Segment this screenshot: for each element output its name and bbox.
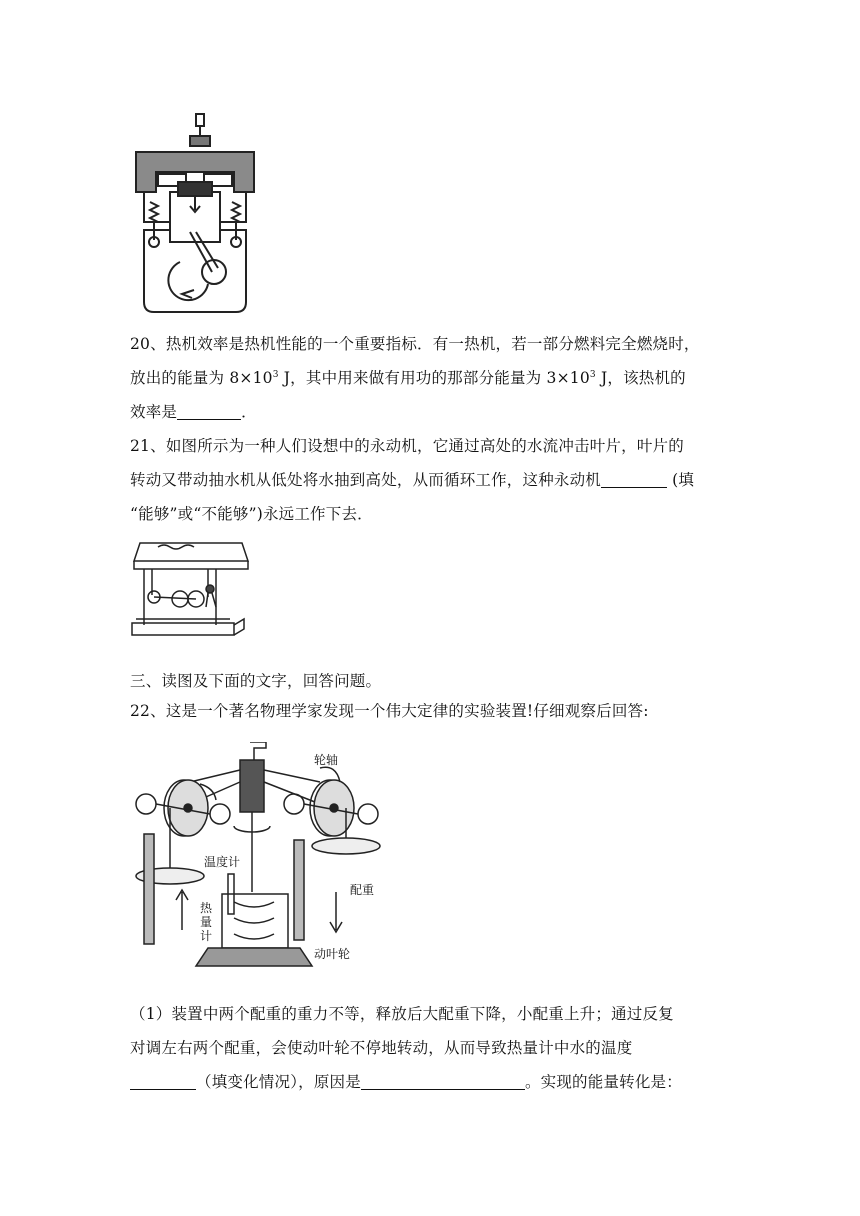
q20-line1: 20、热机效率是热机性能的一个重要指标．有一热机，若一部分燃料完全燃烧时， (130, 335, 700, 353)
q22-intro: 22、这是一个著名物理学家发现一个伟大定律的实验装置!仔细观察后回答: (130, 702, 649, 720)
q20-line2-b: J，其中用来做有用功的那部分能量为 3×10 (278, 369, 590, 387)
label-impeller: 动叶轮 (314, 947, 351, 961)
label-counterweight: 配重 (350, 883, 375, 897)
q20-line3-b: ． (241, 403, 257, 421)
section-3-heading: 三、读图及下面的文字，回答问题。 (130, 672, 382, 690)
joule-apparatus-figure (130, 742, 390, 982)
q20-answer-blank[interactable] (177, 403, 241, 420)
perpetual-motion-machine-figure (130, 535, 250, 645)
q21-answer-blank[interactable] (601, 471, 667, 488)
q21-line2 (130, 463, 732, 497)
q20-line3 (130, 395, 732, 429)
q20-exponent-1: 3 (272, 370, 279, 380)
q22-reason-blank[interactable] (361, 1073, 525, 1090)
q22-temperature-blank[interactable] (130, 1073, 196, 1090)
q22-sub1-line1: （1）装置中两个配重的重力不等，释放后大配重下降，小配重上升；通过反复 (130, 1005, 674, 1023)
q20-line2-a: 放出的能量为 8×10 (130, 369, 273, 387)
label-axle: 轮轴 (314, 753, 339, 767)
q21-line1: 21、如图所示为一种人们设想中的永动机，它通过高处的水流冲击叶片，叶片的 (130, 437, 684, 455)
q20-exponent-2: 3 (589, 370, 596, 380)
q20-line2 (130, 361, 732, 395)
engine-cylinder-figure (130, 112, 260, 318)
q21-line2-b: (填 (667, 471, 695, 489)
label-calorimeter-3: 计 (200, 929, 213, 943)
label-thermometer: 温度计 (204, 855, 241, 869)
q21-line2-a: 转动又带动抽水机从低处将水抽到高处，从而循环工作，这种永动机 (130, 471, 602, 489)
q20-line2-c: J，该热机的 (595, 369, 686, 387)
q20-line3-a: 效率是 (130, 403, 178, 421)
q21-line3: “能够”或“不能够”)永远工作下去． (130, 505, 373, 523)
q22-sub1-line3-b: 。实现的能量转化是： (524, 1073, 682, 1091)
label-calorimeter-1: 热 (200, 901, 213, 915)
q22-sub1-line3-a: （填变化情况），原因是 (196, 1073, 361, 1091)
q22-sub1-line2: 对调左右两个配重，会使动叶轮不停地转动，从而导致热量计中水的温度 (130, 1039, 633, 1057)
label-calorimeter-2: 量 (200, 915, 213, 929)
q22-sub1-line3 (130, 1065, 732, 1099)
